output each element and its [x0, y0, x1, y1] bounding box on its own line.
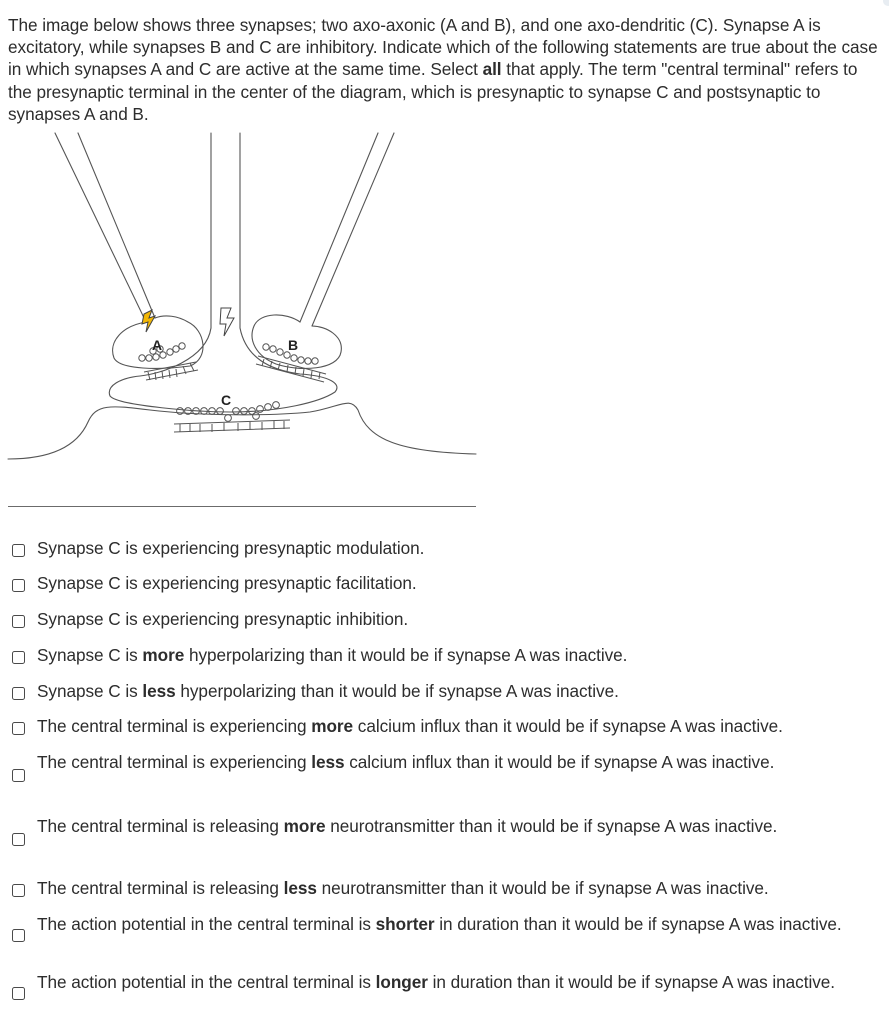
question-part-1: The image below shows three synapses; two axo-axonic (A and B), and one axo-dendritic (C). Synapse A is excitatory, while synapses B and C are inhibitory. Indicate which of the following statements are true about the case in which synapses A and C are active at the same time. Select — [8, 15, 878, 80]
option-2-text[interactable]: Synapse C is experiencing presynaptic facilitation. — [37, 573, 417, 593]
option-10-text[interactable]: The action potential in the central terminal is shorter in duration than it would be if synapse A was inactive. — [37, 914, 842, 934]
option-11-text[interactable]: The action potential in the central terminal is longer in duration than it would be if synapse A was inactive. — [37, 972, 835, 992]
option-6-text[interactable]: The central terminal is experiencing more calcium influx than it would be if synapse A was inactive. — [37, 716, 783, 736]
label-c: C — [220, 392, 232, 408]
question-part-2: that apply. The term "central terminal" refers to the presynaptic terminal in the center of the diagram, which is presynaptic to synapse C and postsynaptic to synapses A and B. — [8, 59, 858, 124]
option-7-text[interactable]: The central terminal is experiencing less calcium influx than it would be if synapse A was inactive. — [37, 752, 775, 772]
central-axon — [211, 133, 240, 328]
question-text — [8, 14, 883, 125]
label-b: B — [287, 337, 299, 353]
receptors-c — [174, 420, 290, 432]
option-9-text[interactable]: The central terminal is releasing less neurotransmitter than it would be if synapse A was inactive. — [37, 878, 769, 898]
divider — [8, 506, 476, 507]
window-corner — [883, 0, 889, 6]
option-3-checkbox[interactable] — [12, 615, 25, 628]
axon-b — [300, 133, 394, 326]
option-4-checkbox[interactable] — [12, 651, 25, 664]
question-emphasis: all — [482, 59, 502, 80]
option-5-checkbox[interactable] — [12, 687, 25, 700]
option-8-text[interactable]: The central terminal is releasing more neurotransmitter than it would be if synapse A was inactive. — [37, 816, 778, 836]
option-11-checkbox[interactable] — [12, 987, 25, 1000]
axon-a — [55, 133, 155, 322]
label-a: A — [151, 337, 163, 353]
option-9-checkbox[interactable] — [12, 884, 25, 897]
stimulus-icon-central — [220, 308, 234, 336]
option-2-checkbox[interactable] — [12, 579, 25, 592]
receptors-a — [144, 362, 198, 380]
option-4-text[interactable]: Synapse C is more hyperpolarizing than it would be if synapse A was inactive. — [37, 645, 628, 665]
option-8-checkbox[interactable] — [12, 833, 25, 846]
option-3-text[interactable]: Synapse C is experiencing presynaptic inhibition. — [37, 609, 409, 629]
option-5-text[interactable]: Synapse C is less hyperpolarizing than it would be if synapse A was inactive. — [37, 681, 619, 701]
option-7-checkbox[interactable] — [12, 769, 25, 782]
option-1-checkbox[interactable] — [12, 544, 25, 557]
option-1-text[interactable]: Synapse C is experiencing presynaptic modulation. — [37, 538, 425, 558]
option-10-checkbox[interactable] — [12, 929, 25, 942]
option-6-checkbox[interactable] — [12, 722, 25, 735]
synapse-diagram — [0, 128, 480, 473]
